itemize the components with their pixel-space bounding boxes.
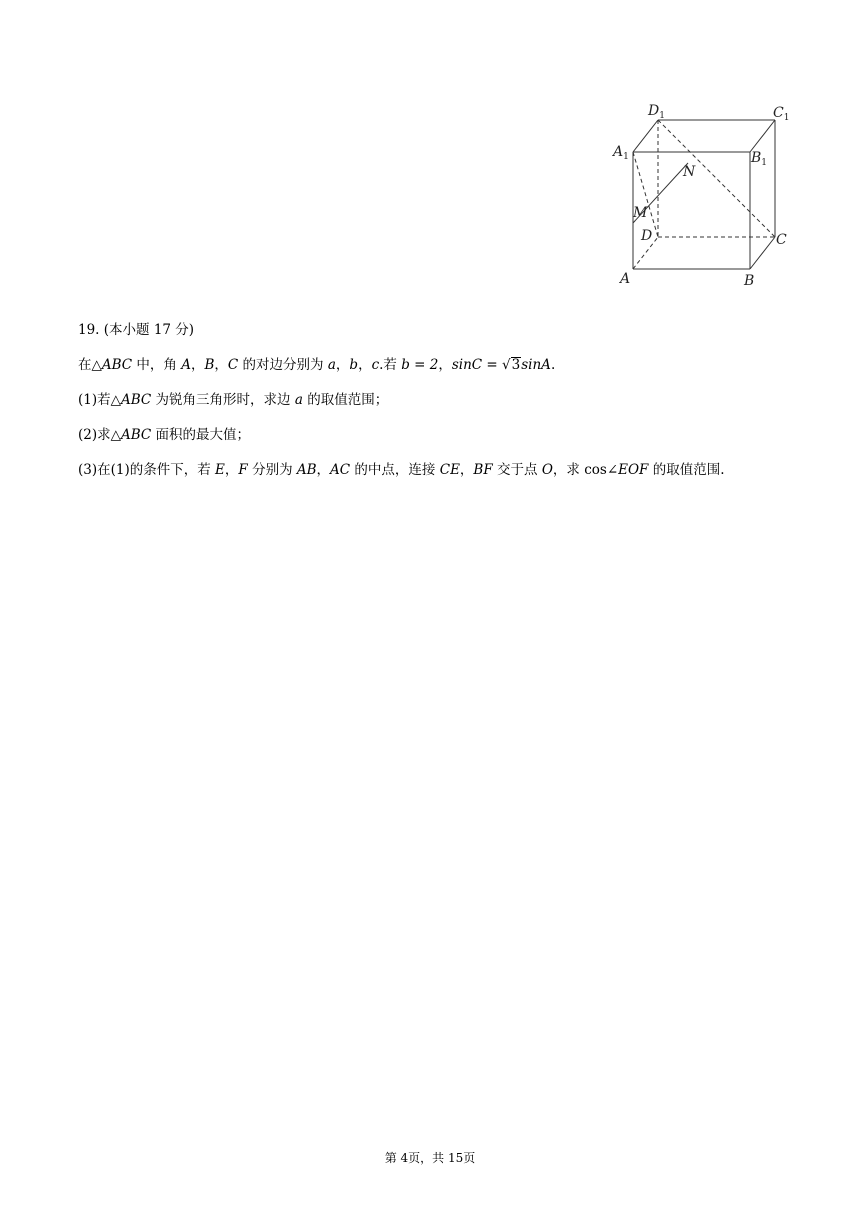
label-b: B — [744, 273, 755, 289]
stem-text: ， — [214, 357, 228, 373]
stem-text: ， — [335, 357, 350, 373]
math-var: C — [227, 357, 239, 373]
label-d1: $D_1$ — [648, 103, 665, 121]
diagonal-a1d — [633, 152, 658, 237]
label-d: D — [641, 228, 653, 244]
part-text: 交于点 — [492, 462, 542, 478]
part-2 — [78, 425, 798, 445]
part-text: (3)在(1)的条件下，若 — [78, 462, 216, 478]
math-abc: ABC — [121, 392, 152, 408]
math-abc: ABC — [101, 357, 133, 373]
math-var: b — [349, 357, 359, 373]
part-text: 为锐角三角形时，求边 — [151, 392, 295, 408]
math-sinc: sinC — [451, 357, 483, 373]
cube-solid-edges — [633, 120, 775, 269]
part-text: 面积的最大值； — [151, 427, 251, 443]
math-var: CE — [439, 462, 460, 478]
edge-a1d1 — [633, 120, 658, 152]
problem-heading: 19. (本小题 17 分) — [78, 322, 195, 338]
math-var: a — [327, 357, 336, 373]
edge-b1c1 — [750, 120, 775, 152]
label-a1: $A_1$ — [613, 144, 629, 162]
edge-bc — [750, 237, 775, 269]
label-c1: $C_1$ — [773, 105, 790, 123]
part-text: ， — [459, 462, 474, 478]
math-var: AC — [330, 462, 351, 478]
angle-symbol: ∠ — [606, 462, 619, 478]
part-3 — [78, 460, 798, 480]
stem-text: ， — [358, 357, 372, 373]
cube-hidden-edges — [633, 120, 775, 269]
triangle-symbol: △ — [91, 357, 102, 373]
math-sina: sinA — [521, 357, 551, 373]
label-b1: $B_1$ — [751, 150, 768, 168]
sqrt-symbol: √ — [502, 357, 511, 373]
problem-19 — [78, 320, 798, 495]
part-text: (2)求 — [78, 427, 111, 443]
math-var: BF — [473, 462, 493, 478]
math-var: AB — [296, 462, 317, 478]
problem-stem — [78, 355, 798, 375]
part-text: ， — [224, 462, 239, 478]
page-footer: 第 4页，共 15页 — [384, 1151, 476, 1165]
math-var: O — [541, 462, 553, 478]
math-abc: ABC — [121, 427, 152, 443]
math-equation: b = 2 — [401, 357, 439, 373]
triangle-symbol: △ — [110, 392, 122, 408]
math-var: B — [204, 357, 215, 373]
part-1 — [78, 390, 798, 410]
cube-vertex-labels — [611, 103, 789, 289]
stem-text: ， — [190, 357, 205, 373]
label-a: A — [620, 271, 631, 287]
math-var: a — [294, 392, 303, 408]
label-m: M — [633, 205, 648, 221]
stem-text: 在 — [78, 357, 92, 373]
part-text: ， — [316, 462, 331, 478]
math-cos: cos — [584, 462, 607, 478]
part-text: 的取值范围. — [648, 462, 725, 478]
diagonal-d1c — [658, 120, 775, 237]
stem-text: . — [550, 357, 556, 373]
part-text: 的取值范围； — [302, 392, 389, 408]
part-text: (1)若 — [78, 392, 111, 408]
math-var: E — [215, 462, 225, 478]
stem-text: .若 — [379, 357, 402, 373]
label-n: N — [683, 164, 696, 180]
equals-sign: = — [482, 357, 503, 373]
stem-text: 的对边分别为 — [238, 357, 328, 373]
triangle-symbol: △ — [110, 427, 122, 443]
math-var: EOF — [618, 462, 649, 478]
cube-figure — [608, 98, 800, 290]
label-c: C — [776, 232, 787, 248]
stem-text: ， — [438, 357, 452, 373]
sqrt-radicand: 3 — [511, 357, 521, 373]
math-var: A — [181, 357, 191, 373]
part-text: 分别为 — [247, 462, 297, 478]
part-text: 的中点，连接 — [350, 462, 440, 478]
math-var: F — [238, 462, 248, 478]
math-var: c — [371, 357, 380, 373]
part-text: ，求 — [552, 462, 585, 478]
stem-text: 中，角 — [132, 357, 182, 373]
